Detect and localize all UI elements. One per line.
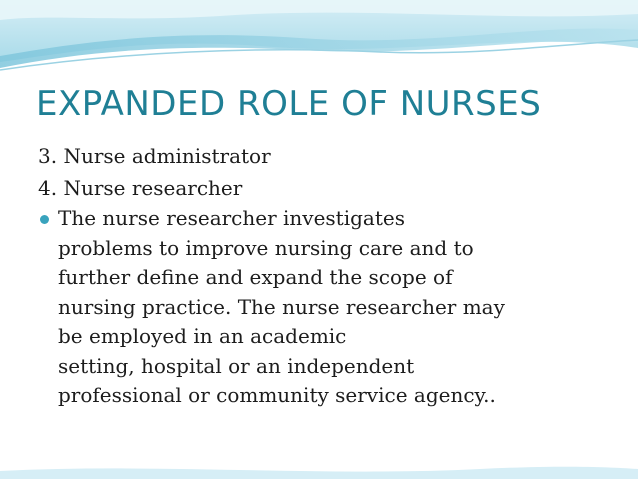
bullet-dot-icon bbox=[40, 215, 49, 224]
bullet-line: problems to improve nursing care and to bbox=[58, 235, 474, 260]
bullet-line: The nurse researcher investigates bbox=[58, 206, 405, 230]
bullet-line: professional or community service agency.. bbox=[58, 383, 496, 407]
bullet-line: setting, hospital or an independent bbox=[58, 353, 415, 378]
list-item-nurse-researcher: 4. Nurse researcher bbox=[38, 176, 243, 200]
bullet-line: further define and expand the scope of bbox=[58, 265, 453, 289]
bullet-line: nursing practice. The nurse researcher may bbox=[58, 294, 505, 319]
list-item-nurse-administrator: 3. Nurse administrator bbox=[38, 144, 271, 168]
bullet-text bbox=[58, 204, 618, 411]
bullet-item bbox=[38, 204, 618, 411]
slide-title: EXPANDED ROLE OF NURSES bbox=[36, 84, 542, 124]
bullet-line: be employed in an academic bbox=[58, 324, 347, 348]
decorative-wave-header bbox=[0, 0, 638, 80]
decorative-wave-footer bbox=[0, 459, 638, 479]
slide-body bbox=[38, 140, 618, 411]
